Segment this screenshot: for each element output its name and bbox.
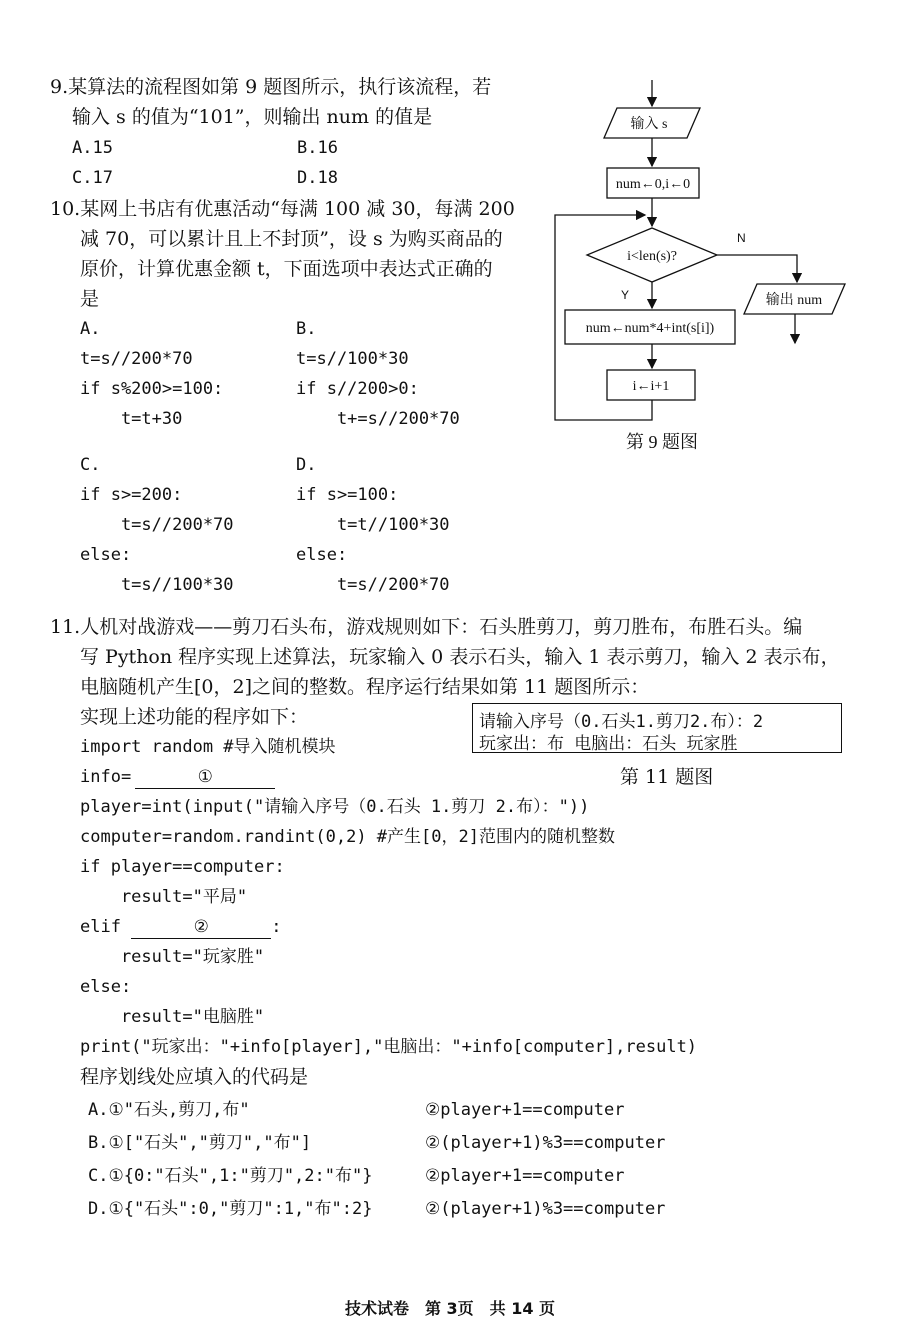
q9-option-a: A.15 [72,138,113,158]
q10-a-label: A. [80,319,101,339]
q10-a-line1: t=s//200*70 [80,349,193,369]
code-if: if player==computer: [80,857,285,877]
code-print: print("玩家出："+info[player],"电脑出："+info[computer],result) [80,1037,698,1057]
blank-1: ① [135,766,275,789]
q10-d-line1: if s>=100: [296,485,399,505]
code-colon: : [271,917,282,937]
flowchart-q9 [545,70,865,460]
code-elif: elif [80,917,132,937]
code-info-line [80,766,275,789]
q11-option-a-left: A.①"石头,剪刀,布" [88,1100,250,1120]
q10-stem-line4: 是 [80,288,100,310]
q9-option-b: B.16 [297,138,338,158]
output-line2: 玩家出：布 电脑出：石头 玩家胜 [479,734,738,754]
code-result-draw: result="平局" [80,887,248,907]
q9-stem-line1: 9.某算法的流程图如第 9 题图所示，执行该流程，若 [50,76,492,98]
q10-c-line4: t=s//100*30 [80,575,234,595]
q9-option-d: D.18 [297,168,338,188]
q10-d-line2: t=t//100*30 [296,515,450,535]
q11-stem-line1: 11.人机对战游戏——剪刀石头布，游戏规则如下：石头胜剪刀，剪刀胜布，布胜石头。编 [50,616,803,638]
q10-b-line1: t=s//100*30 [296,349,409,369]
q11-option-b-right: ②(player+1)%3==computer [425,1133,666,1153]
flow-process-text: num←num*4+int(s[i]) [585,321,715,336]
q10-d-label: D. [296,455,317,475]
q10-stem-line3: 原价，计算优惠金额 t，下面选项中表达式正确的 [80,258,493,280]
flow-input-text: 输入 s [630,117,668,132]
program-output-box [472,703,842,753]
flow-condition-text: i<len(s)? [627,249,677,264]
code-import: import random #导入随机模块 [80,737,336,757]
q11-option-c-left: C.①{0:"石头",1:"剪刀",2:"布"} [88,1166,373,1186]
q11-figure-caption: 第 11 题图 [620,766,714,788]
q10-d-line3: else: [296,545,348,565]
q10-stem-line2: 减 70，可以累计且上不封顶”，设 s 为购买商品的 [80,228,503,250]
q11-option-c-right: ②player+1==computer [425,1166,625,1186]
q11-intro: 实现上述功能的程序如下： [80,706,309,728]
code-info: info= [80,767,132,787]
output-line1: 请输入序号（0.石头1.剪刀2.布）：2 [479,712,764,732]
q10-c-line1: if s>=200: [80,485,183,505]
code-result-computer: result="电脑胜" [80,1007,265,1027]
q11-stem-line3: 电脑随机产生[0，2]之间的整数。程序运行结果如第 11 题图所示： [80,676,650,698]
q10-b-line3: t+=s//200*70 [296,409,460,429]
q11-option-d-left: D.①{"石头":0,"剪刀":1,"布":2} [88,1199,373,1219]
q10-d-line4: t=s//200*70 [296,575,450,595]
q9-stem-line2: 输入 s 的值为“101”，则输出 num 的值是 [72,106,433,128]
q11-option-d-right: ②(player+1)%3==computer [425,1199,666,1219]
q10-c-line2: t=s//200*70 [80,515,234,535]
q10-b-label: B. [296,319,317,339]
q11-question: 程序划线处应填入的代码是 [80,1066,309,1088]
q10-stem-line1: 10.某网上书店有优惠活动“每满 100 减 30，每满 200 [50,198,515,220]
q9-option-c: C.17 [72,168,113,188]
q11-stem-line2: 写 Python 程序实现上述算法，玩家输入 0 表示石头，输入 1 表示剪刀，输入 2 表示布， [80,646,840,668]
q10-a-line2: if s%200>=100: [80,379,224,399]
code-computer: computer=random.randint(0,2) #产生[0，2]范围内的随机整数 [80,827,615,847]
code-player: player=int(input("请输入序号（0.石头 1.剪刀 2.布）：")) [80,797,590,817]
q11-option-a-right: ②player+1==computer [425,1100,625,1120]
page-footer: 技术试卷 第 3页 共 14 页 [344,1299,556,1318]
q11-option-b-left: B.①["石头","剪刀","布"] [88,1133,312,1153]
flow-increment-text: i←i+1 [632,379,670,394]
flow-init-text: num←0,i←0 [615,177,691,192]
flow-caption: 第 9 题图 [626,432,698,452]
q10-c-label: C. [80,455,101,475]
q10-b-line2: if s//200>0: [296,379,419,399]
code-else: else: [80,977,132,997]
code-result-player: result="玩家胜" [80,947,265,967]
flow-no-label: N [737,231,746,245]
code-elif-line [80,916,281,939]
q10-a-line3: t=t+30 [80,409,183,429]
flow-output-text: 输出 num [765,293,823,308]
q10-c-line3: else: [80,545,132,565]
flow-yes-label: Y [621,288,630,302]
blank-2: ② [131,916,271,939]
